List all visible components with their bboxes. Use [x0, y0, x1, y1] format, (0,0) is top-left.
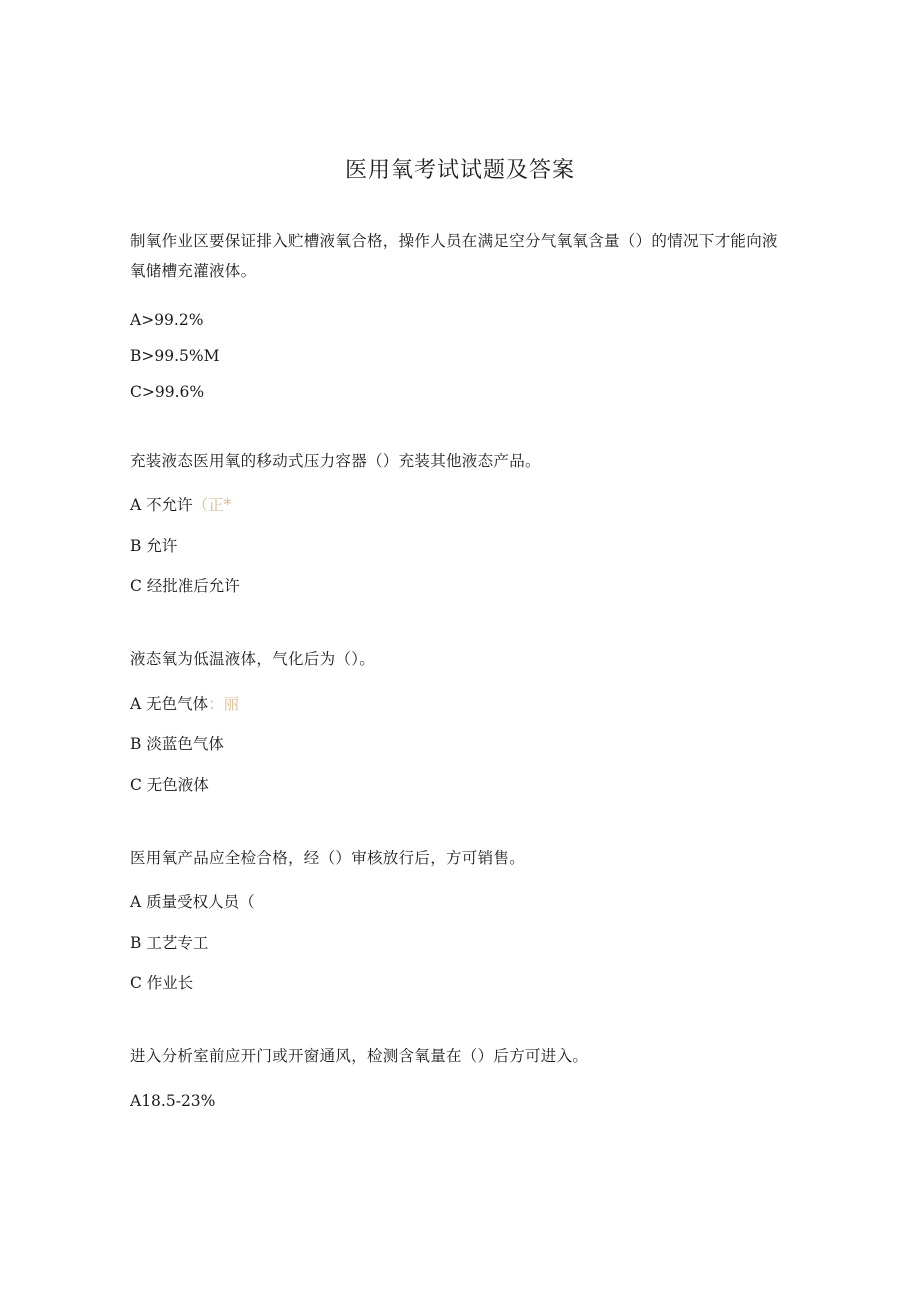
option-label: A18.5-23%: [130, 1092, 216, 1110]
question-2-option-a: [130, 493, 231, 517]
option-label: A 质量受权人员（: [130, 893, 255, 911]
option-label: A>99.2%: [130, 311, 204, 329]
answer-mark: ：丽: [208, 695, 240, 713]
question-1-text: 制氧作业区要保证排入贮槽液氧合格，操作人员在满足空分气氧氧含量（）的情况下才能向液氧储槽充灌液体。: [130, 232, 778, 280]
option-label: C 无色液体: [130, 776, 209, 794]
question-1-option-a: [130, 308, 203, 332]
question-4-option-a: [130, 890, 255, 914]
option-label: B>99.5%M: [130, 347, 220, 365]
question-2-option-c: [130, 574, 240, 598]
question-3-option-b: [130, 732, 224, 756]
question-1-option-b: [130, 344, 220, 368]
option-label: B 允许: [130, 537, 178, 555]
option-label: B 工艺专工: [130, 934, 209, 952]
question-5-text: 进入分析室前应开门或开窗通风，检测含氧量在（）后方可进入。: [130, 1047, 589, 1065]
question-3-option-a: [130, 692, 239, 716]
option-label: B 淡蓝色气体: [130, 735, 224, 753]
question-2-text: 充装液态医用氧的移动式压力容器（）充装其他液态产品。: [130, 452, 541, 470]
question-3-option-c: [130, 773, 209, 797]
question-4-option-b: [130, 931, 208, 955]
question-5-option-a: [130, 1089, 215, 1113]
question-2-option-b: [130, 534, 177, 558]
question-4-text: 医用氧产品应全检合格，经（）审核放行后，方可销售。: [130, 849, 526, 867]
question-4-option-c: [130, 971, 193, 995]
option-label: A 无色气体: [130, 695, 209, 713]
question-1-option-c: [130, 380, 204, 404]
option-label: C 经批准后允许: [130, 577, 240, 595]
option-label: A 不允许: [130, 496, 193, 514]
option-label: C 作业长: [130, 974, 194, 992]
answer-mark: （正*: [192, 496, 232, 514]
page-title: 医用氧考试试题及答案: [344, 158, 575, 183]
question-3-text: 液态氧为低温液体，气化后为（）。: [130, 650, 376, 668]
option-label: C>99.6%: [130, 383, 205, 401]
